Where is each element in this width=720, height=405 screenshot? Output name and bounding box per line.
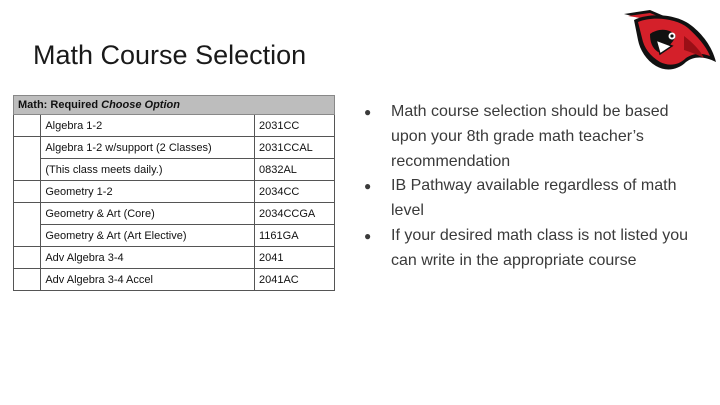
table-header xyxy=(14,96,335,115)
bullet-icon: ● xyxy=(364,179,372,194)
course-code-cell: 2041AC xyxy=(254,269,334,291)
table-row xyxy=(14,137,335,159)
course-code-cell: 2031CC xyxy=(254,115,334,137)
selection-checkbox-cell[interactable] xyxy=(14,203,41,247)
table-header-option: Choose Option xyxy=(101,99,180,111)
course-code-cell: 0832AL xyxy=(254,159,334,181)
list-item xyxy=(364,224,704,274)
course-code-cell: 1161GA xyxy=(254,225,334,247)
cardinal-logo-icon xyxy=(620,6,718,80)
course-name-cell: Geometry & Art (Core) xyxy=(41,203,255,225)
bullet-text: Math course selection should be based upon your 8th grade math teacher’s recommendation xyxy=(391,103,669,170)
bullet-icon: ● xyxy=(364,105,372,119)
selection-checkbox-cell[interactable] xyxy=(14,247,41,269)
course-code-cell: 2031CCAL xyxy=(254,137,334,159)
table-row xyxy=(14,269,335,291)
bullet-text: IB Pathway available regardless of math level xyxy=(391,177,677,220)
course-code-cell: 2034CCGA xyxy=(254,203,334,225)
selection-checkbox-cell[interactable] xyxy=(14,115,41,137)
cardinal-bird-logo xyxy=(620,6,718,80)
list-item xyxy=(364,174,704,224)
course-name-cell: Algebra 1-2 w/support (2 Classes) xyxy=(41,137,255,159)
bullet-text: If your desired math class is not listed you can write in the appropriate course xyxy=(391,226,689,269)
table-row xyxy=(14,247,335,269)
selection-checkbox-cell[interactable] xyxy=(14,181,41,203)
course-name-cell: Adv Algebra 3-4 xyxy=(41,247,255,269)
table-row xyxy=(14,203,335,225)
course-code-cell: 2041 xyxy=(254,247,334,269)
course-code-cell: 2034CC xyxy=(254,181,334,203)
course-name-cell: (This class meets daily.) xyxy=(41,159,255,181)
table-row xyxy=(14,115,335,137)
table-row xyxy=(14,181,335,203)
course-name-cell: Geometry & Art (Art Elective) xyxy=(41,225,255,247)
table-row xyxy=(14,159,335,181)
bullet-icon: ● xyxy=(364,228,372,243)
course-name-cell: Geometry 1-2 xyxy=(41,181,255,203)
list-item xyxy=(364,100,704,174)
table-header-row xyxy=(14,96,335,115)
table-header-prefix: Math: Required xyxy=(18,99,102,111)
selection-checkbox-cell[interactable] xyxy=(14,137,41,181)
table-body xyxy=(14,115,335,291)
course-name-cell: Adv Algebra 3-4 Accel xyxy=(41,269,255,291)
selection-checkbox-cell[interactable] xyxy=(14,269,41,291)
slide-title: Math Course Selection xyxy=(33,40,307,70)
bullet-list xyxy=(364,100,704,274)
course-name-cell: Algebra 1-2 xyxy=(41,115,255,137)
table-row xyxy=(14,225,335,247)
math-course-table xyxy=(13,95,335,291)
